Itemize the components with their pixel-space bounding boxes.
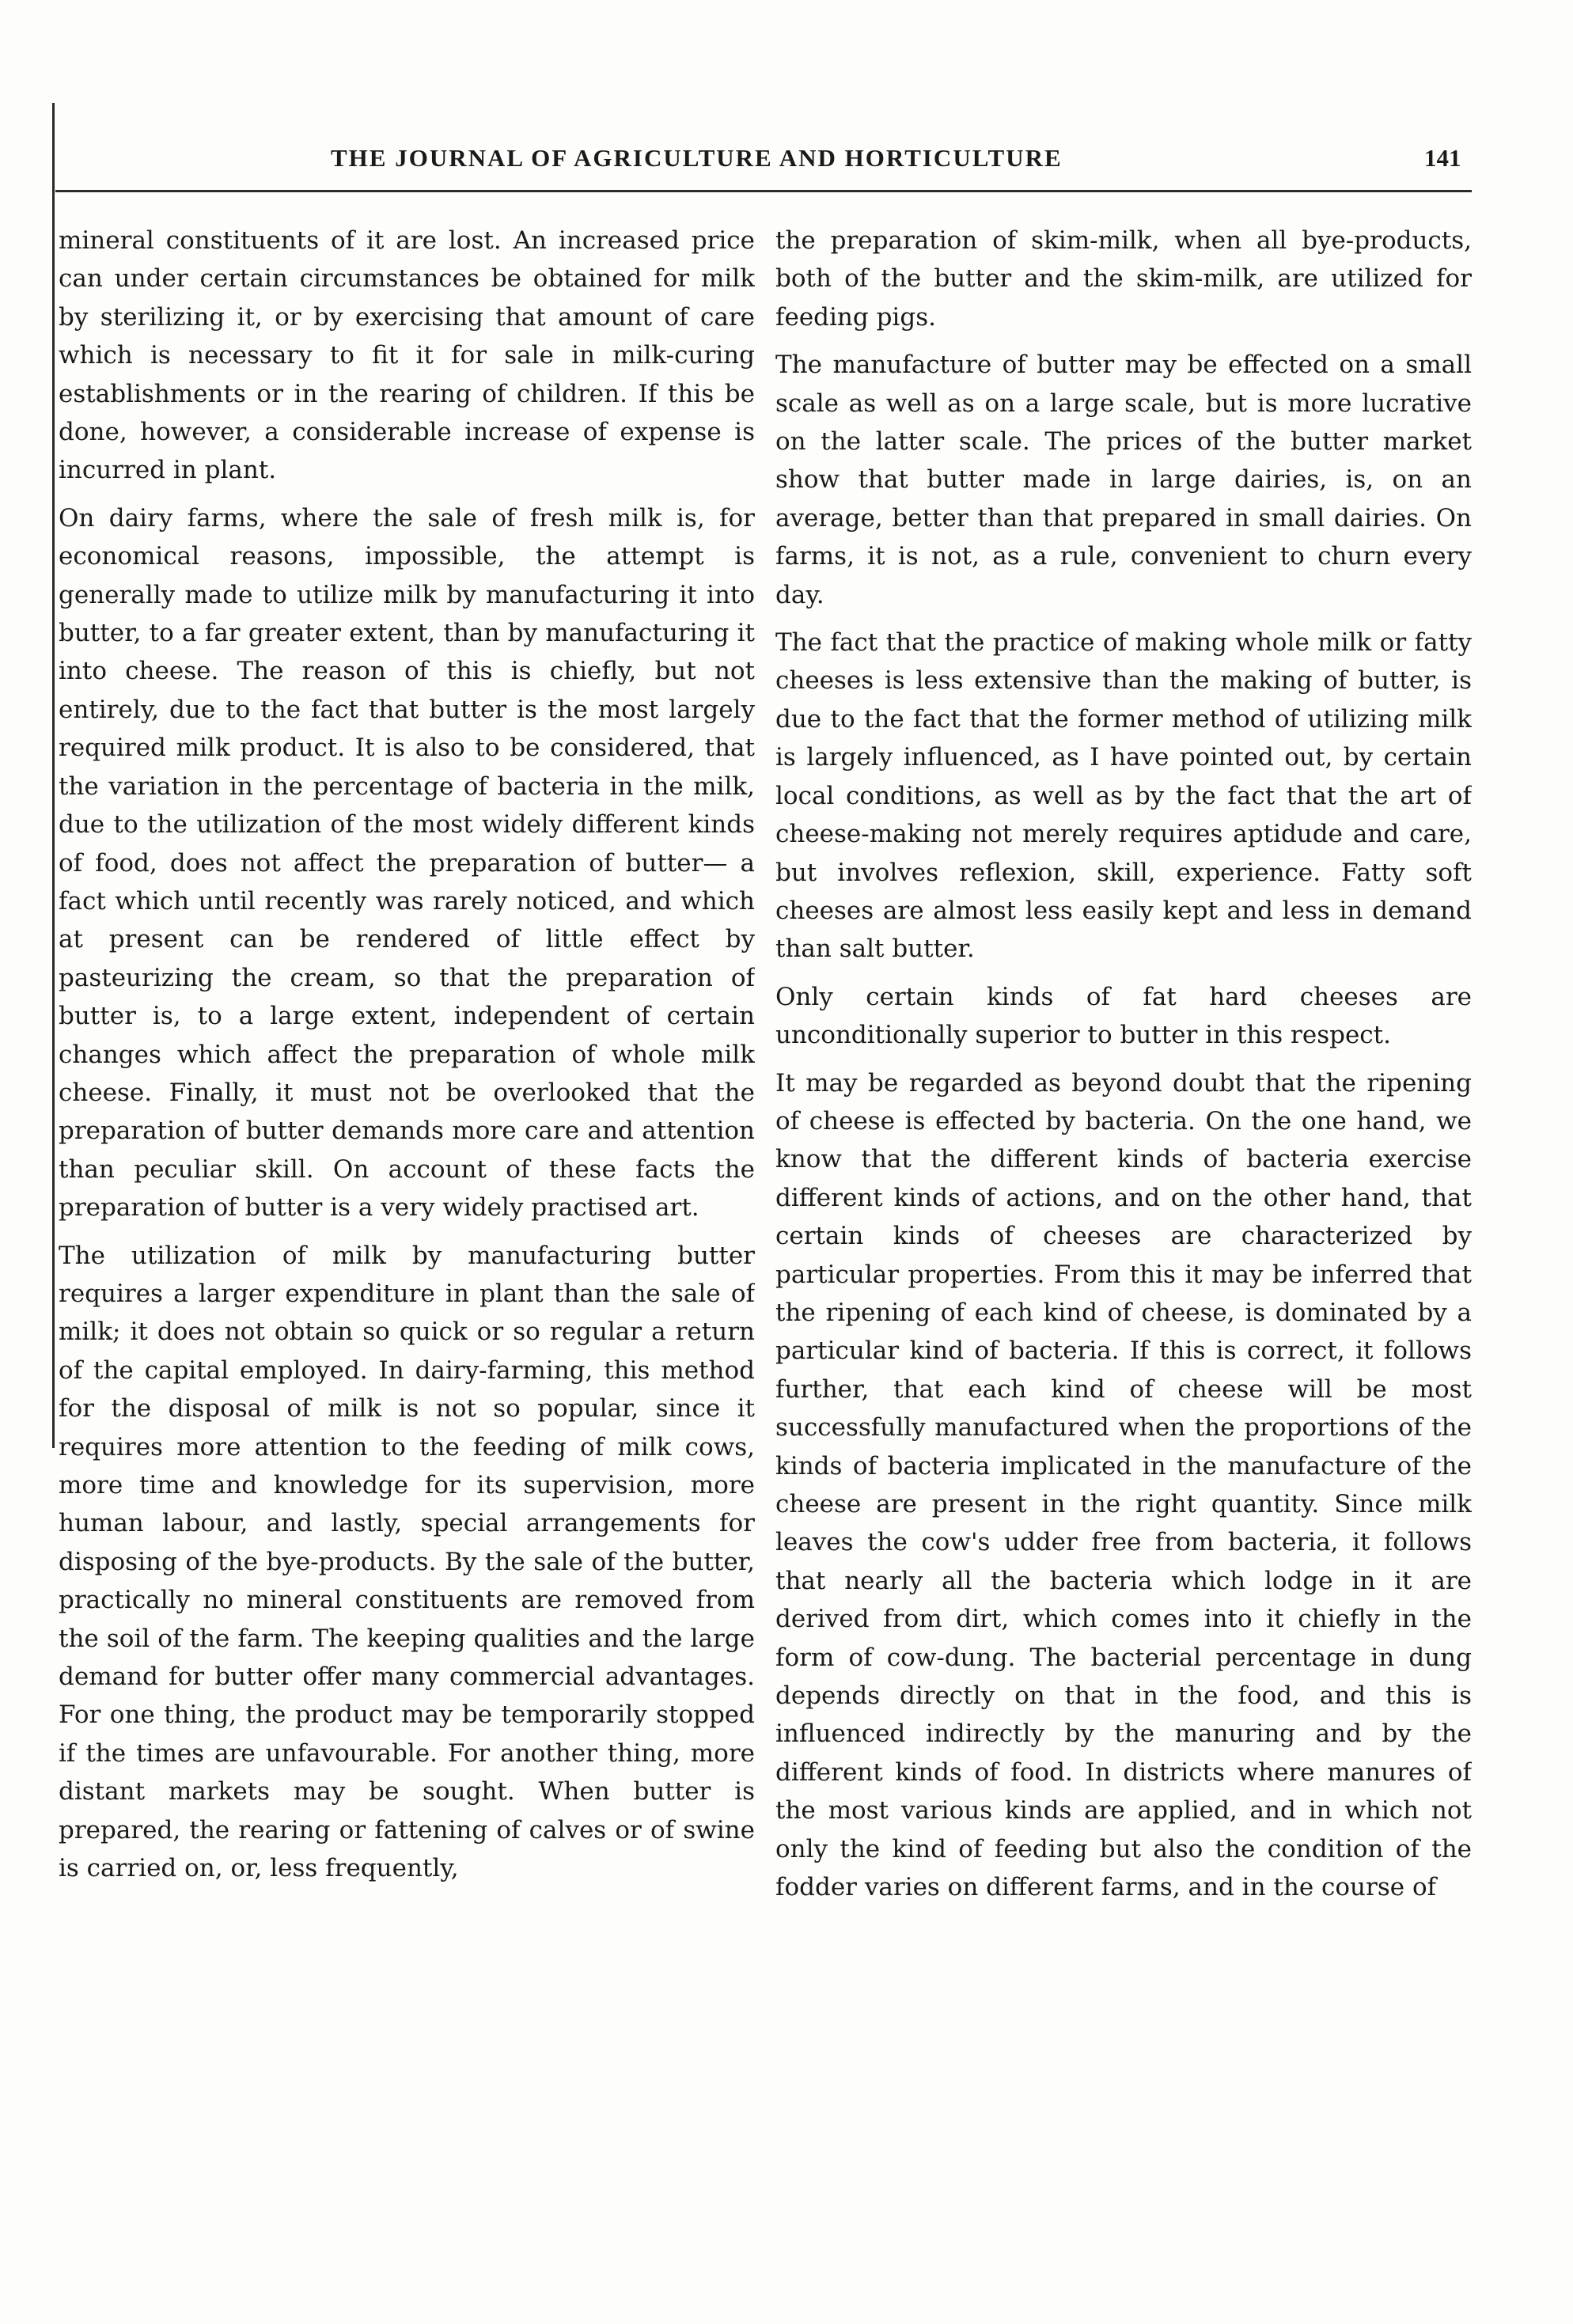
page-number: 141 xyxy=(1424,144,1461,172)
left-paragraph-1: mineral constituents of it are lost. An increased price can under certain circumstances be obtained for milk by sterilizing it, or by exercising that amount of care which is necessary to fit it for sale in milk-curing establishments or in the rearing of children. If this be done, however, a considerable increase of expense is incurred in plant. xyxy=(59,226,755,485)
right-paragraph-3: The fact that the practice of making whole milk or fatty cheeses is less extensive than the making of butter, is due to the fact that the former method of utilizing milk is largely influenced, as I have pointed out, by certain local conditions, as well as by the fact that the art of cheese-making not merely requires aptidude and care, but involves reflexion, skill, experience. Fatty soft cheeses are almost less easily kept and less in demand than salt butter. xyxy=(775,628,1472,964)
right-column xyxy=(775,222,1472,2295)
left-paragraph-3: The utilization of milk by manufacturing butter requires a larger expenditure in plant than the sale of milk; it does not obtain so quick or so regular a return of the capital employed. In dairy-farming, this method for the disposal of milk is not so popular, since it requires more attention to the feeding of milk cows, more time and knowledge for its supervision, more human labour, and lastly, special arrangements for disposing of the bye-products. By the sale of the butter, practically no mineral constituents are removed from the soil of the farm. The keeping qualities and the large demand for butter offer many commercial advantages. For one thing, the product may be temporarily stopped if the times are unfavourable. For another thing, more distant markets may be sought. When butter is prepared, the rearing or fattening of calves or of swine is carried on, or, less frequently, xyxy=(59,1241,755,1883)
right-paragraph-2: The manufacture of butter may be effected on a small scale as well as on a large scale, but is more lucrative on the latter scale. The prices of the butter market show that butter made in large dairies, is, on an average, better than that prepared in small dairies. On farms, it is not, as a rule, convenient to churn every day. xyxy=(775,351,1472,609)
journal-title: THE JOURNAL OF AGRICULTURE AND HORTICULTURE xyxy=(331,144,1063,172)
running-head xyxy=(0,144,1573,176)
left-margin-rule xyxy=(52,103,55,1448)
right-paragraph-5: It may be regarded as beyond doubt that the ripening of cheese is effected by bacteria. On the one hand, we know that the different kinds of bacteria exercise different kinds of actions, and on the other hand, that certain kinds of cheeses are characterized by particular properties. From this it may be inferred that the ripening of each kind of cheese, is dominated by a particular kind of bacteria. If this is correct, it follows further, that each kind of cheese will be most successfully manufactured when the proportions of the kinds of bacteria implicated in the manufacture of the cheese are present in the right quantity. Since milk leaves the cow's udder free from bacteria, it follows that nearly all the bacteria which lodge in it are derived from dirt, which comes into it chiefly in the form of cow-dung. The bacterial percentage in dung depends directly on that in the food, and this is influenced indirectly by the manuring and by the different kinds of food. In districts where manures of the most various kinds are applied, and in which not only the kind of feeding but also the condition of the fodder varies on different farms, and in the course of xyxy=(775,1068,1472,1902)
right-paragraph-4: Only certain kinds of fat hard cheeses are unconditionally superior to butter in this respect. xyxy=(775,982,1472,1050)
right-paragraph-1: the preparation of skim-milk, when all bye-products, both of the butter and the skim-milk, are utilized for feeding pigs. xyxy=(775,226,1472,332)
left-paragraph-2: On dairy farms, where the sale of fresh milk is, for economical reasons, impossible, the attempt is generally made to utilize milk by manufacturing it into butter, to a far greater extent, than by manufacturing it into cheese. The reason of this is chiefly, but not entirely, due to the fact that butter is the most largely required milk product. It is also to be considered, that the variation in the percentage of bacteria in the milk, due to the utilization of the most widely different kinds of food, does not affect the preparation of butter— a fact which until recently was rarely noticed, and which at present can be rendered of little effect by pasteurizing the cream, so that the preparation of butter is, to a large extent, independent of certain changes which affect the preparation of whole milk cheese. Finally, it must not be overlooked that the preparation of butter demands more care and attention than peculiar skill. On account of these facts the preparation of butter is a very widely practised art. xyxy=(59,503,755,1223)
left-column xyxy=(59,222,755,2295)
header-rule xyxy=(55,190,1472,192)
